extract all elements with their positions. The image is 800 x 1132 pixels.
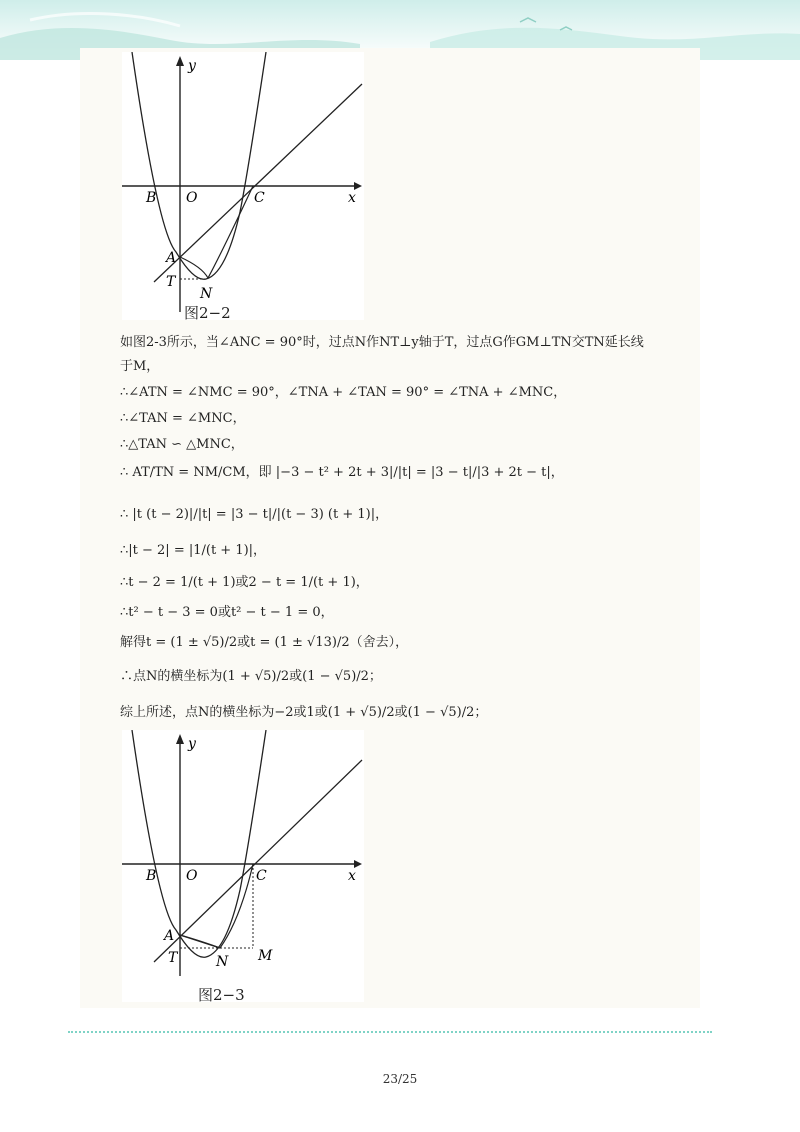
label-c: C	[256, 868, 267, 884]
label-o: O	[186, 190, 198, 206]
figure-2-3-caption: 图2−3	[198, 986, 245, 1004]
text-line-3: ∴∠ATN = ∠NMC = 90°，∠TNA + ∠TAN = 90° = ∠TNA + ∠MNC，	[120, 385, 567, 400]
label-x: x	[348, 868, 356, 884]
label-a: A	[164, 928, 175, 944]
page-number: 23/25	[382, 1072, 418, 1086]
text-line-8: ∴|t − 2| = |1/(t + 1)|，	[120, 543, 267, 558]
text-line-12: ∴点N的横坐标为(1 + √5)/2或(1 − √5)/2；	[120, 669, 382, 684]
label-n: N	[216, 954, 229, 970]
figure-2-2-graph	[122, 52, 364, 320]
label-c: C	[254, 190, 265, 206]
label-a: A	[166, 250, 177, 266]
label-n: N	[200, 286, 213, 302]
footer-divider	[68, 1031, 712, 1033]
text-line-13: 综上所述，点N的横坐标为−2或1或(1 + √5)/2或(1 − √5)/2；	[120, 705, 488, 720]
text-line-5: ∴△TAN ∽ △MNC，	[120, 437, 244, 452]
figure-2-2	[122, 52, 364, 320]
label-y: y	[188, 736, 196, 752]
text-line-9: ∴t − 2 = 1/(t + 1)或2 − t = 1/(t + 1)，	[120, 575, 369, 590]
label-m: M	[258, 948, 273, 964]
label-b: B	[146, 190, 157, 206]
label-t: T	[166, 274, 176, 290]
label-t: T	[168, 950, 178, 966]
text-line-6: ∴ AT/TN = NM/CM，即 |−3 − t² + 2t + 3|/|t| = |3 − t|/|3 + 2t − t|，	[120, 465, 564, 480]
label-b: B	[146, 868, 157, 884]
figure-2-3-graph	[122, 730, 364, 1002]
text-line-10: ∴t² − t − 3 = 0或t² − t − 1 = 0，	[120, 605, 334, 620]
figure-2-2-caption: 图2−2	[184, 304, 231, 322]
text-line-4: ∴∠TAN = ∠MNC，	[120, 411, 246, 426]
label-o: O	[186, 868, 198, 884]
text-line-1: 如图2-3所示，当∠ANC = 90°时，过点N作NT⊥y轴于T，过点G作GM⊥TN交TN延长线	[120, 335, 644, 350]
label-y: y	[188, 58, 196, 74]
label-x: x	[348, 190, 356, 206]
text-line-2: 于M，	[120, 359, 160, 374]
text-line-11: 解得t = (1 ± √5)/2或t = (1 ± √13)/2（舍去），	[120, 635, 409, 650]
text-line-7: ∴ |t (t − 2)|/|t| = |3 − t|/|(t − 3) (t + 1)|，	[120, 507, 389, 522]
figure-2-3	[122, 730, 364, 1002]
